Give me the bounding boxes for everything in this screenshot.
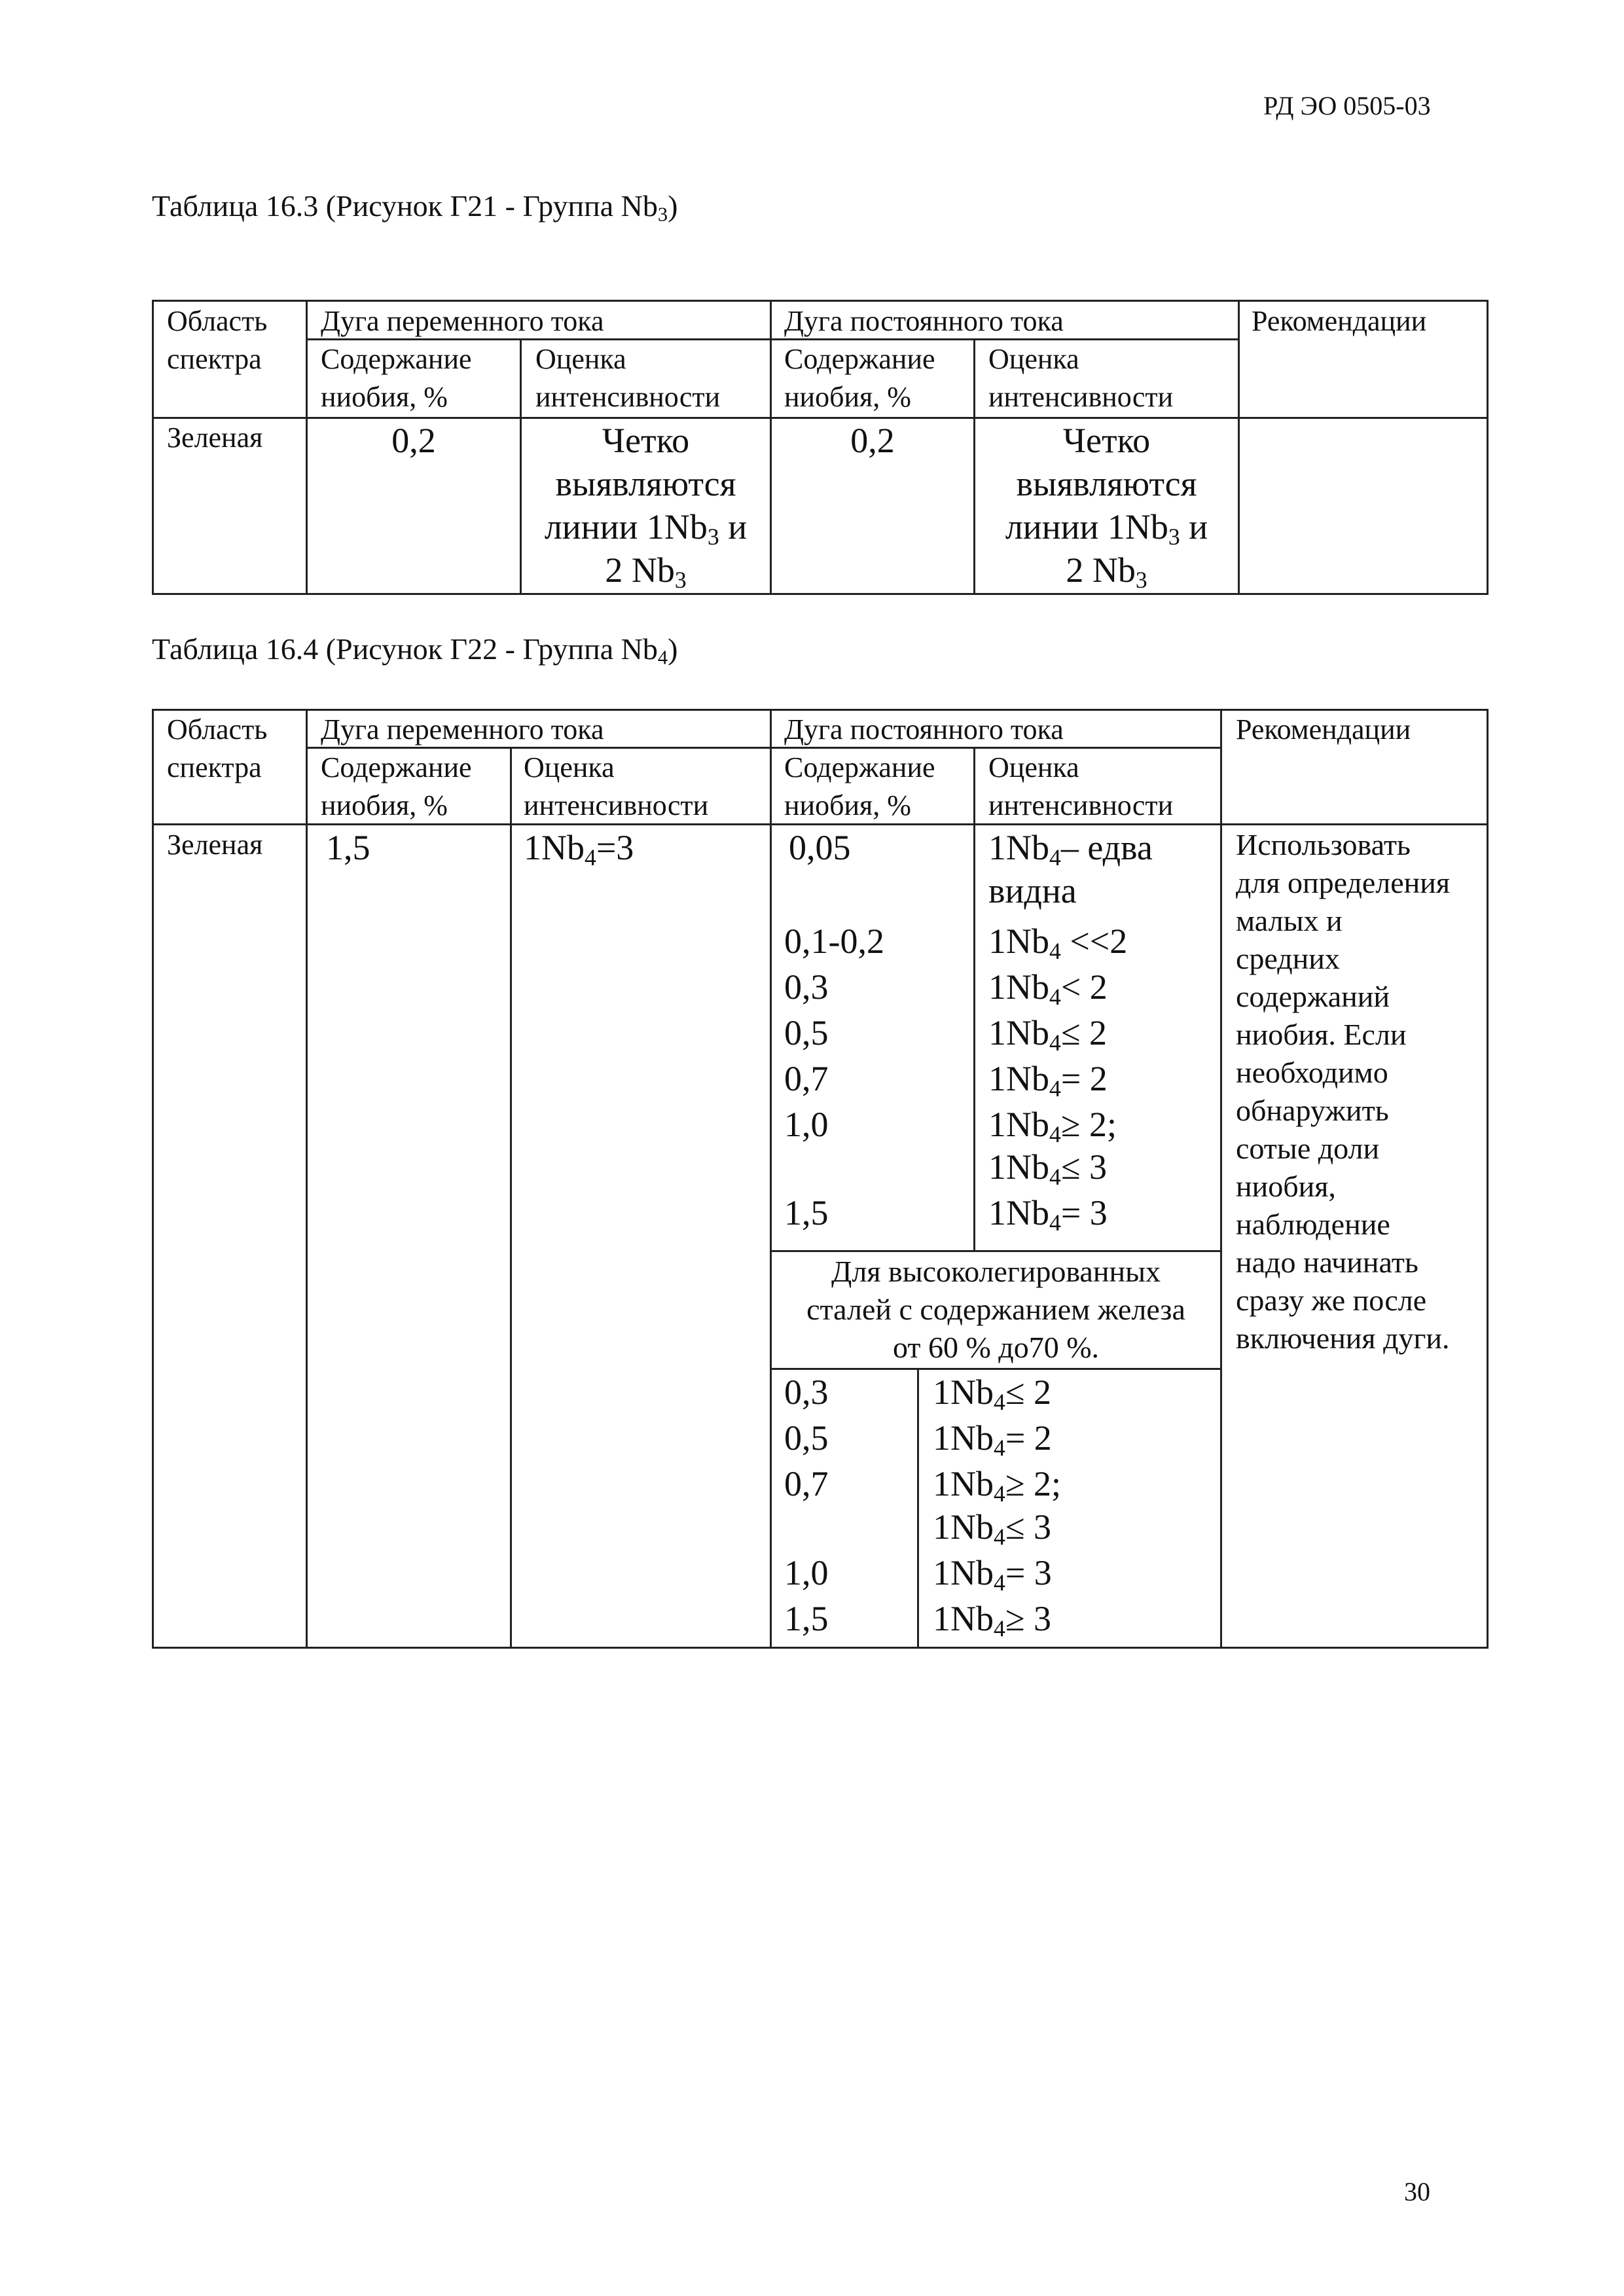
dc-intensity-6: $1Nb_4\ge 2$; [988,1105,1117,1147]
ha-content-0: 0,3 [784,1372,829,1412]
dc-content-5: 0,7 [784,1059,829,1098]
row-region: Зеленая [167,829,263,861]
row-ac-content: 0,2 [391,421,436,460]
ha-content-5: 1,5 [784,1599,829,1638]
table-16-4-caption: Таблица 16.4 (Рисунок Г22 - Группа $Nb_4$) [152,632,678,669]
ha-intensity-0: $1Nb_4\le 2$ [933,1372,1051,1415]
row-ac-content: 1,5 [326,828,370,867]
ha-content-4: 1,0 [784,1553,829,1592]
dc-intensity-4: $1Nb_4\le 2$ [988,1013,1107,1056]
dc-content-8: 1,5 [784,1193,829,1232]
dc-content-0: 0,05 [789,828,851,867]
header-ac-content: Содержание ниобия, % [321,343,472,413]
ha-intensity-4: $1Nb_4= 3$ [933,1553,1052,1596]
document-code: РД ЭО 0505-03 [1263,91,1431,120]
header-region: Область спектра [167,305,268,375]
ha-content-2: 0,7 [784,1464,829,1503]
row-ac-intensity: $1Nb_4=3$ [524,828,634,870]
dc-intensity-3: $1Nb_4< 2$ [988,967,1108,1010]
dc-intensity-8: $1Nb_4= 3$ [988,1193,1108,1236]
ha-intensity-1: $1Nb_4= 2$ [933,1418,1052,1461]
dc-content-4: 0,5 [784,1013,829,1052]
header-recommendations: Рекомендации [1236,713,1411,745]
dc-content-2: 0,1-0,2 [784,922,884,961]
header-dc-intensity: Оценка интенсивности [988,343,1174,413]
row-dc-content: 0,2 [850,421,895,460]
page-number: 30 [1404,2177,1430,2206]
row-region: Зеленая [167,422,263,454]
header-ac-intensity: Оценка интенсивности [524,751,709,821]
header-ac-arc: Дуга переменного тока [321,305,604,337]
dc-intensity-0: $1Nb_4-$ едва [988,828,1153,870]
dc-intensity-0b: видна [988,871,1077,910]
dc-intensity-2: $1Nb_4 <<2$ [988,922,1128,964]
row-ac-intensity: Четко выявляются линии $1Nb_3$ и 2 $Nb_3$ [544,421,748,593]
header-dc-arc: Дуга постоянного тока [784,713,1064,745]
dc-content-6: 1,0 [784,1105,829,1144]
table-16-3-caption: Таблица 16.3 (Рисунок Г21 - Группа $Nb_3$) [152,189,678,226]
dc-content-3: 0,3 [784,967,829,1007]
header-ac-arc: Дуга переменного тока [321,713,604,745]
ha-intensity-2: $1Nb_4\ge 2$; [933,1464,1061,1507]
dc-intensity-6b: $1Nb_4\le 3$ [988,1147,1107,1190]
dc-intensity-5: $1Nb_4= 2$ [988,1059,1108,1102]
header-dc-arc: Дуга постоянного тока [784,305,1064,337]
header-recommendations: Рекомендации [1252,305,1427,337]
header-ac-content: Содержание ниобия, % [321,751,472,821]
ha-content-1: 0,5 [784,1418,829,1458]
header-region: Область спектра [167,713,268,783]
ha-intensity-5: $1Nb_4\ge 3$ [933,1599,1051,1641]
header-dc-content: Содержание ниобия, % [784,343,935,413]
ha-intensity-2b: $1Nb_4\le 3$ [933,1507,1051,1550]
row-dc-intensity: Четко выявляются линии $1Nb_3$ и 2 $Nb_3$ [1005,421,1208,593]
header-ac-intensity: Оценка интенсивности [535,343,721,413]
high-alloy-note: Для высоколегированных сталей с содержанием железа от 60 % до70 %. [806,1255,1185,1364]
header-dc-content: Содержание ниобия, % [784,751,935,821]
header-dc-intensity: Оценка интенсивности [988,751,1174,821]
row-recommendation: Использовать для определения малых и средних содержаний ниобия. Если необходимо обнаружить сотые доли ниобия, наблюдение надо начинать сразу же после включения дуги. [1236,828,1451,1355]
